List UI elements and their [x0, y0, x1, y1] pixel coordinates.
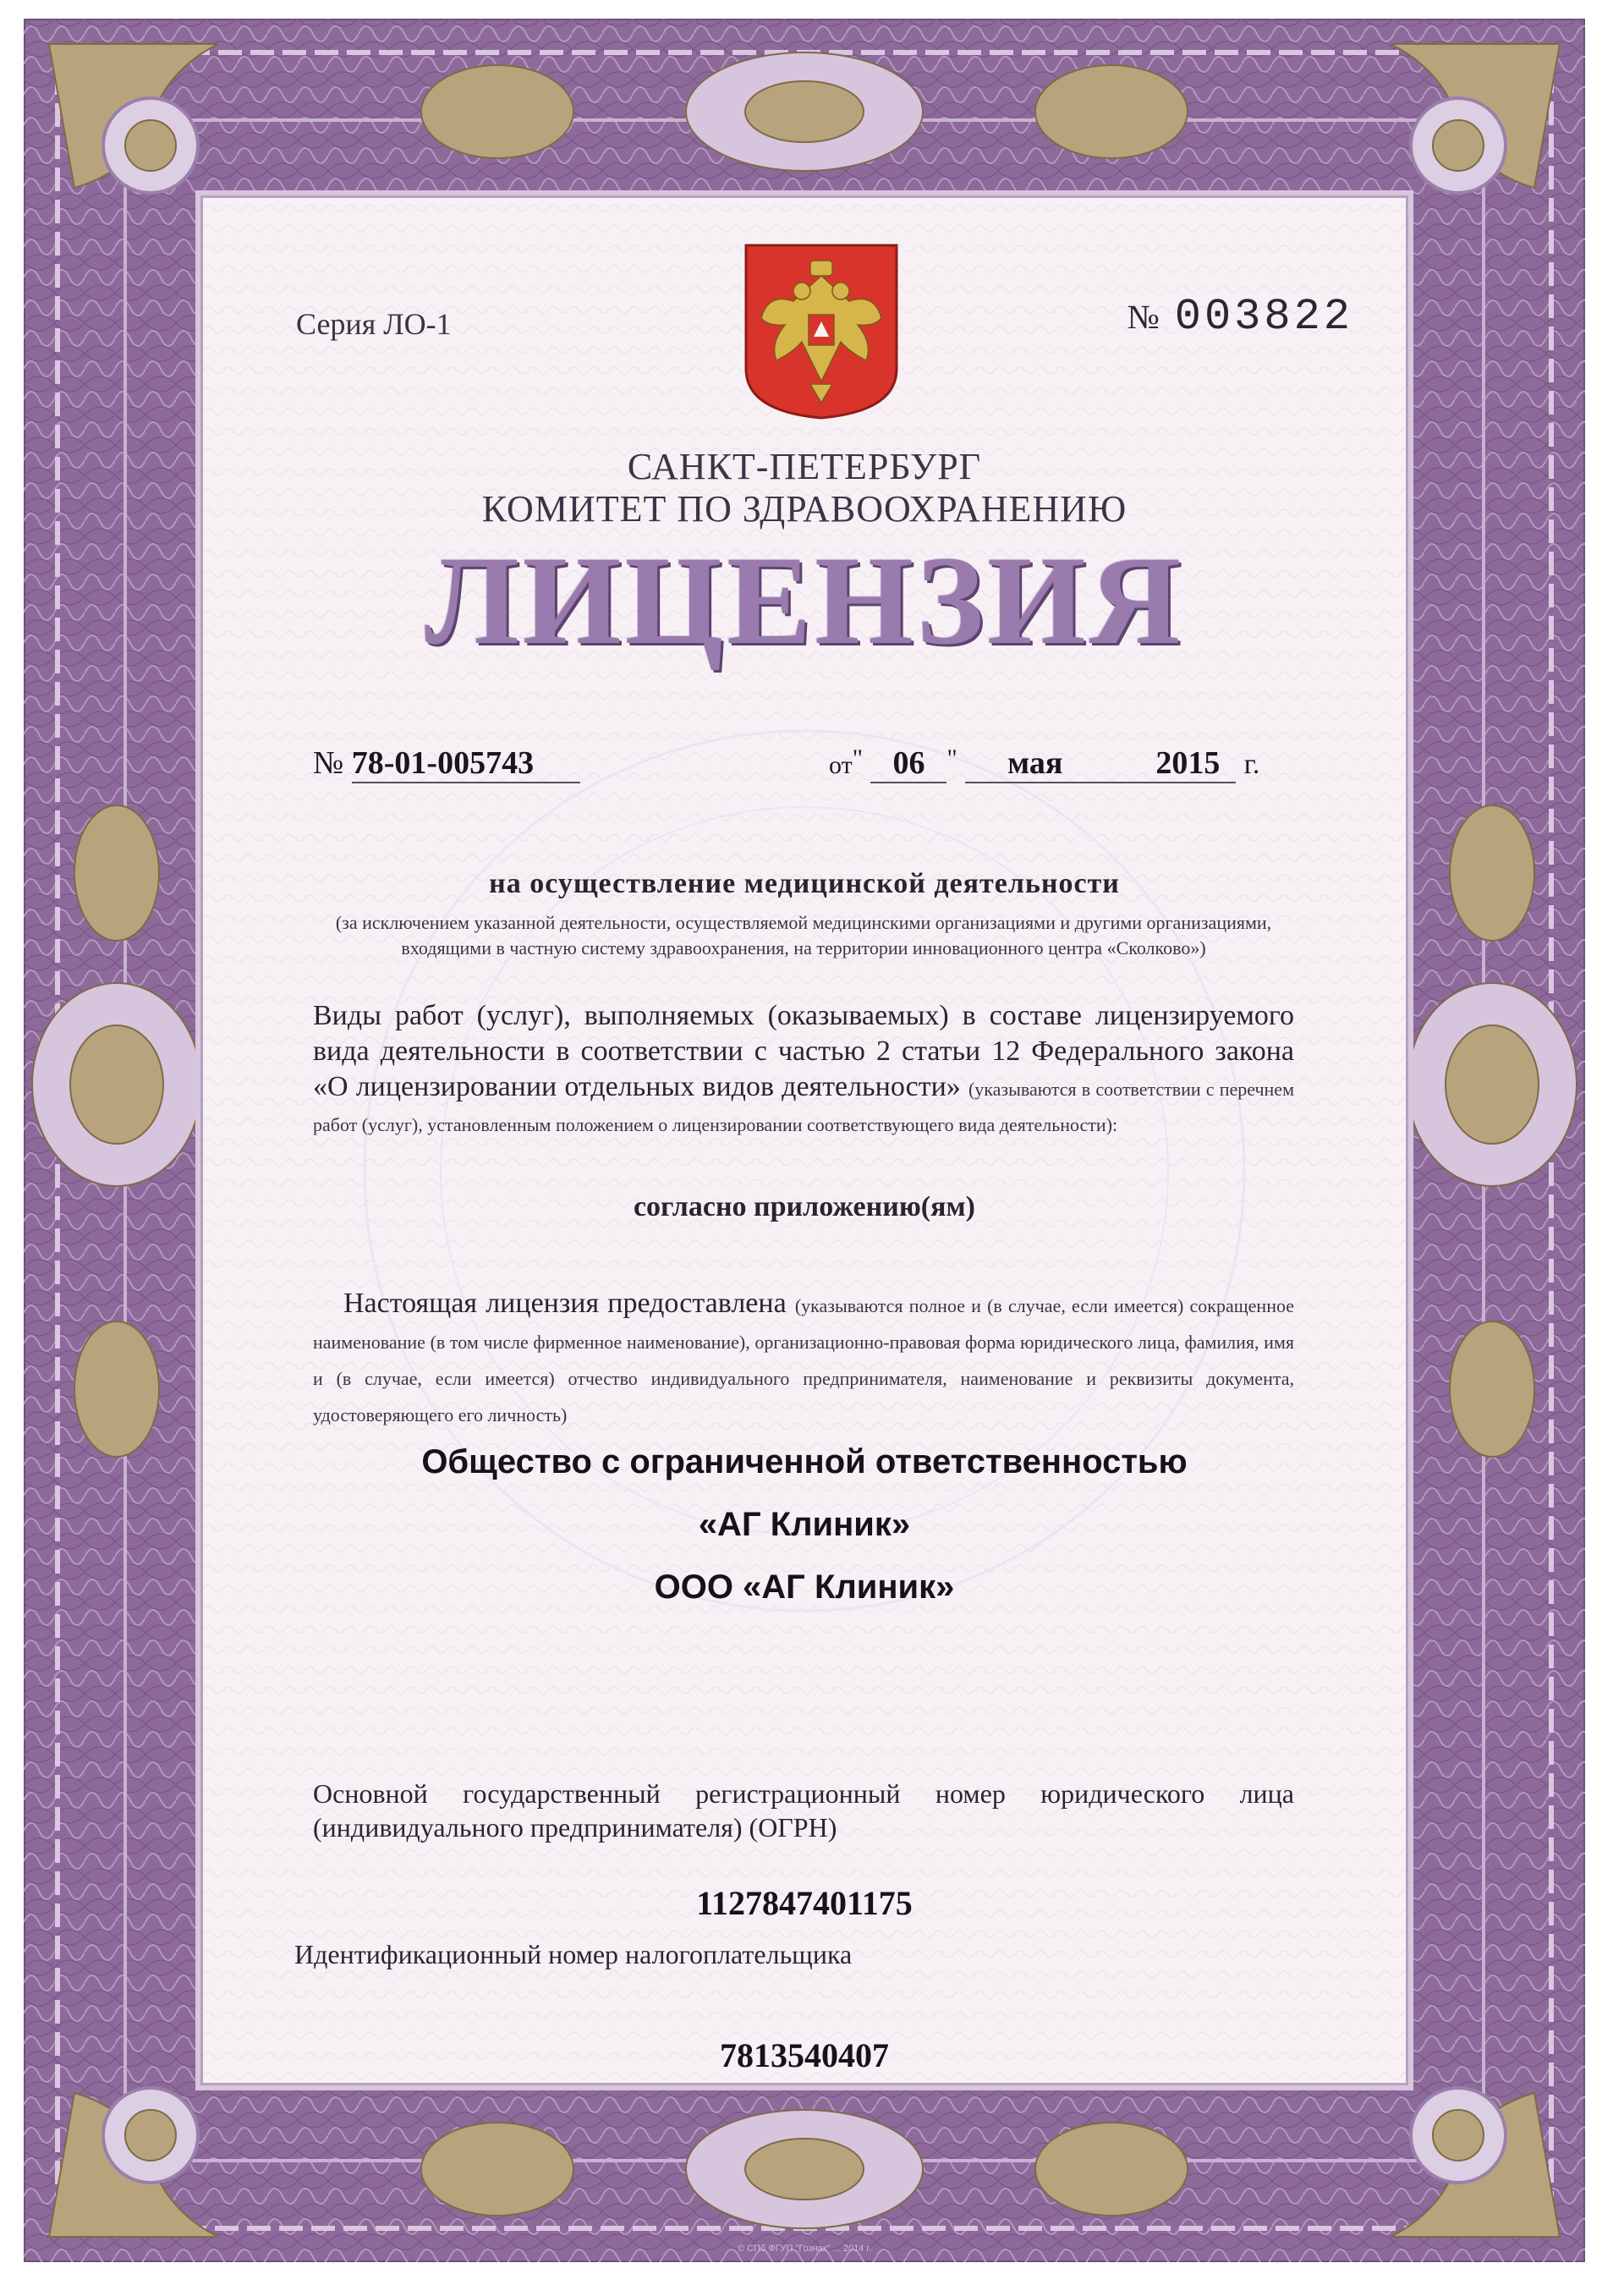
- company-short-name: ООО «АГ Клиник»: [654, 1568, 955, 1606]
- inn-label: Идентификационный номер налогоплательщика: [294, 1939, 853, 1969]
- granted-text: Настоящая лицензия предоставлена: [343, 1288, 787, 1319]
- paper-area: [203, 198, 1406, 2083]
- granted-note: (указываются полное и (в случае, если имеется) сокращенное наименование (в том числе фирменное наименование), организационно-правовая форма юридического лица, фамилия, имя и (в случае, если имеется) отчество индивидуального предпринимателя, наименование и реквизиты документа, удостоверяющего его личность): [313, 1295, 1294, 1425]
- serial-number: [1127, 289, 1353, 342]
- ogrn-value: 1127847401175: [696, 1884, 913, 1922]
- series-label: Серия ЛО-1: [296, 307, 452, 341]
- activity-note: (за исключением указанной деятельности, осуществляемой медицинскими организациями и другими организациями, входящими в частную систему здравоохранения, на территории инновационного центра «Сколково»): [335, 912, 1272, 958]
- license-number-row: [313, 739, 1328, 790]
- inn-value: 7813540407: [720, 2036, 889, 2074]
- company-full-name-line2: «АГ Клиник»: [698, 1506, 911, 1543]
- year-suffix: г.: [1243, 749, 1260, 780]
- works-note: (указываются в соответствии с перечнем работ (услуг), установленным положением о лицензировании соответствующего вида деятельности):: [313, 1079, 1294, 1135]
- license-number: [313, 744, 580, 783]
- serial-number-value: 003822: [1174, 292, 1353, 342]
- date-quote-close: ": [946, 744, 957, 772]
- issuer-committee: КОМИТЕТ ПО ЗДРАВООХРАНЕНИЮ: [481, 488, 1127, 530]
- license-day: 06: [870, 744, 946, 783]
- issuer-city: САНКТ-ПЕТЕРБУРГ: [627, 446, 982, 487]
- license-number-value: 78-01-005743: [352, 744, 580, 783]
- license-month-year: [965, 744, 1236, 783]
- license-date: [829, 744, 1259, 783]
- printer-imprint: © СПб ФГУП "Гознак" ... 2014 г.: [737, 2244, 872, 2254]
- granted-paragraph: [313, 1286, 1294, 1431]
- works-paragraph: [313, 998, 1294, 1140]
- ogrn-label: Основной государственный регистрационный номер юридического лица (индивидуального предпринимателя) (ОГРН): [313, 1778, 1294, 1843]
- activity-heading: на осуществление медицинской деятельности: [489, 868, 1120, 899]
- document-title: ЛИЦЕНЗИЯ: [424, 530, 1184, 671]
- russian-coat-of-arms-icon: [743, 242, 900, 421]
- works-text: Виды работ (услуг), выполняемых (оказываемых) в составе лицензируемого вида деятельности в соответствии с частью 2 статьи 12 Федерального закона «О лицензировании отдельных видов деятельности»: [313, 1000, 1294, 1102]
- license-number-sign: №: [313, 745, 344, 781]
- annex-reference: согласно приложению(ям): [633, 1191, 976, 1222]
- company-full-name-line1: Общество с ограниченной ответственностью: [421, 1443, 1188, 1480]
- date-from-label: от: [829, 751, 853, 779]
- date-quote-open: ": [852, 744, 863, 772]
- license-document: [24, 19, 1585, 2262]
- license-year: 2015: [1155, 745, 1221, 781]
- license-month: мая: [1007, 745, 1063, 781]
- number-sign: №: [1127, 298, 1160, 336]
